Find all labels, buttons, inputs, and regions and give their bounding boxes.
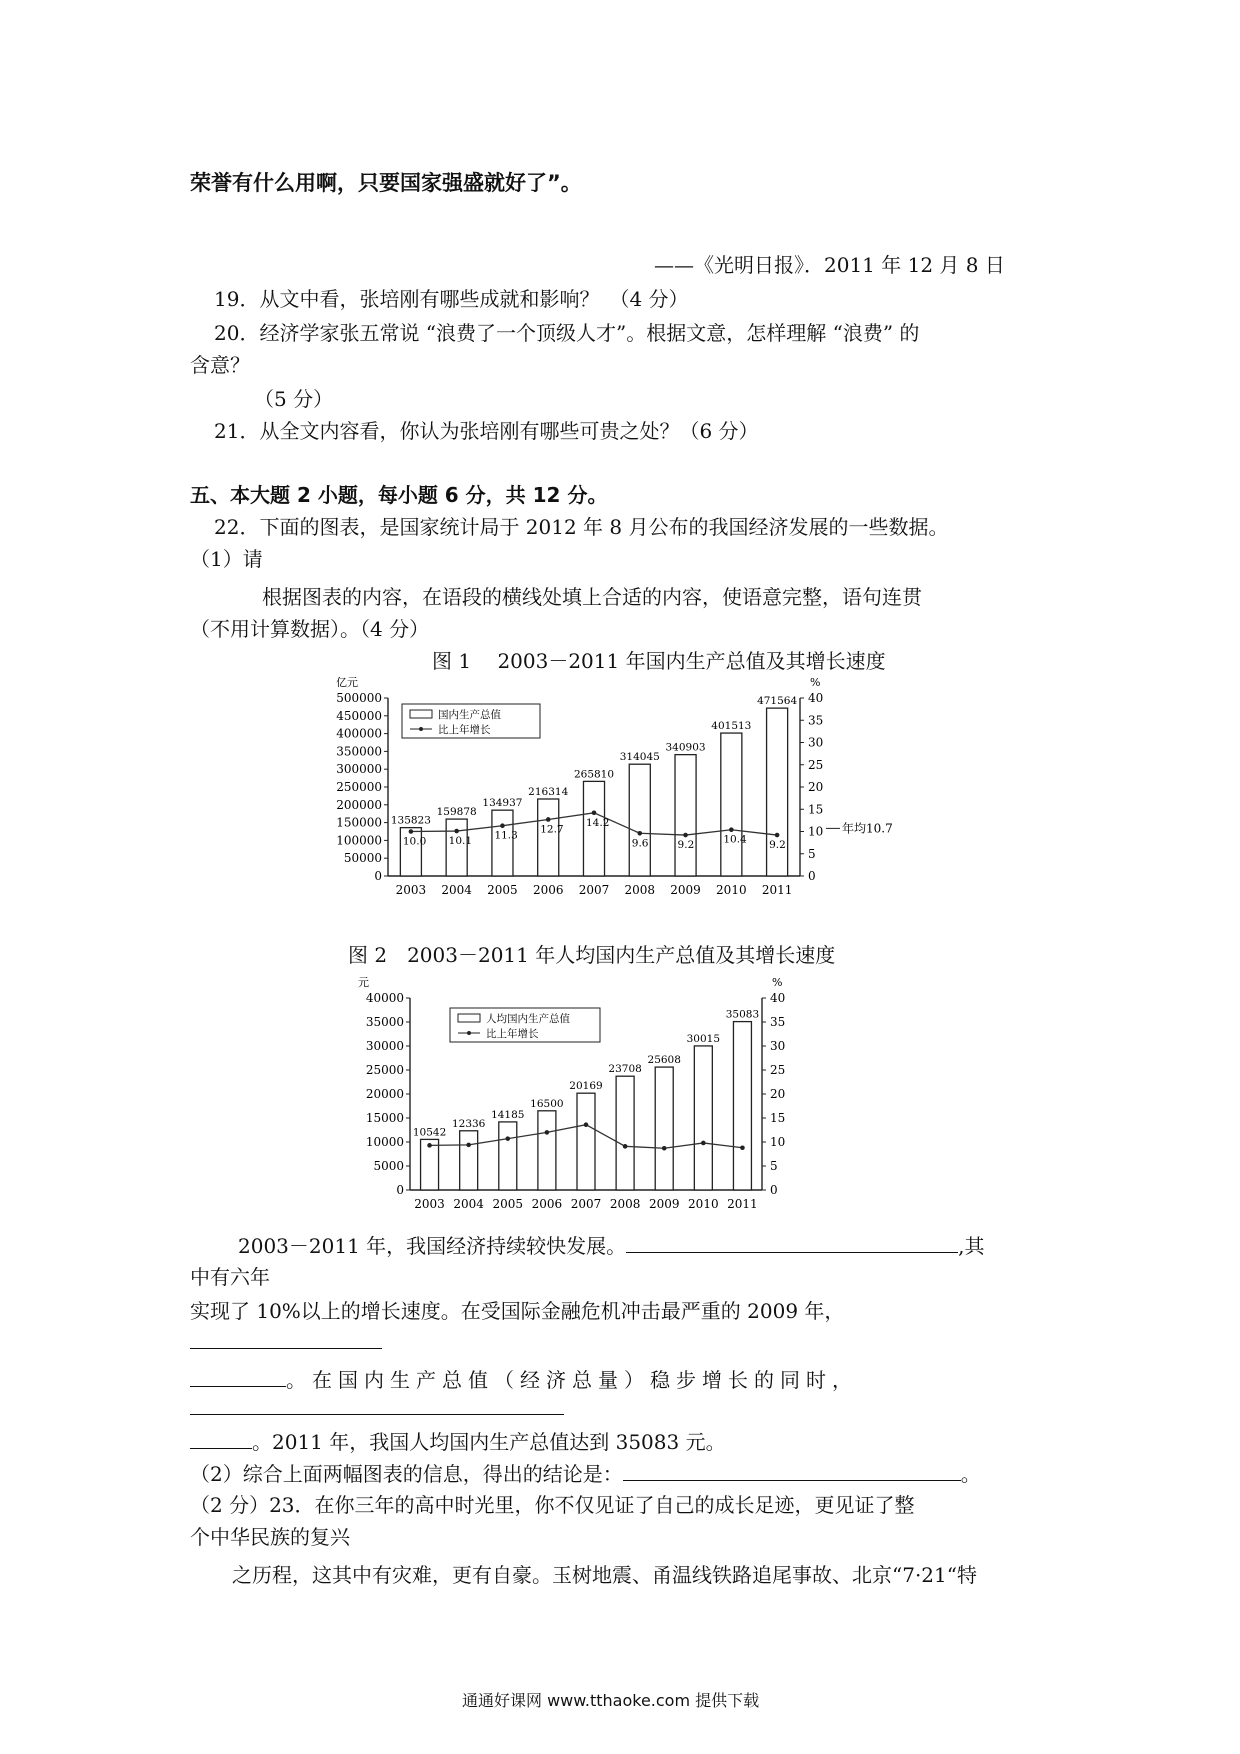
bar-2007	[577, 1093, 595, 1190]
growth-point-2007	[584, 1122, 589, 1127]
left-axis-unit: 元	[358, 976, 369, 989]
legend-bar-label: 国内生产总值	[438, 709, 501, 721]
right-tick-label: 10	[770, 1135, 786, 1149]
chart-gdp-per-capita	[358, 972, 878, 1218]
question-22-line-2: （1）请	[190, 547, 263, 571]
right-tick-label: 0	[808, 869, 816, 883]
bar-value-label: 401513	[711, 720, 752, 733]
right-tick-label: 5	[808, 846, 816, 861]
x-tick-label: 2008	[609, 1197, 641, 1211]
left-tick-label: 5000	[373, 1159, 404, 1173]
bar-2005	[492, 810, 513, 876]
right-tick-label: 20	[808, 780, 824, 794]
right-tick-label: 20	[770, 1087, 786, 1101]
bar-value-label: 314045	[619, 751, 660, 764]
left-tick-label: 400000	[336, 726, 382, 741]
x-tick-label: 2011	[761, 883, 793, 897]
fill-paragraph-1	[238, 1232, 985, 1259]
right-tick-label: 0	[770, 1183, 778, 1197]
question-23-line-3: 之历程，这其中有灾难，更有自豪。玉树地震、甬温线铁路追尾事故、北京“7·21“特	[232, 1563, 977, 1587]
question-22-part-2	[190, 1460, 981, 1487]
growth-value-label: 10.0	[402, 835, 427, 848]
fill-p1-start: 2003－2011 年，我国经济持续较快发展。	[238, 1234, 627, 1258]
left-tick-label: 20000	[365, 1087, 404, 1101]
growth-point-2004	[454, 829, 459, 834]
bar-value-label: 25608	[647, 1054, 681, 1067]
growth-point-2003	[409, 829, 414, 834]
legend-bar-swatch	[458, 1014, 480, 1022]
right-tick-label: 30	[770, 1039, 786, 1053]
x-tick-label: 2004	[441, 883, 472, 897]
bar-value-label: 159878	[436, 806, 477, 819]
growth-point-2009	[683, 833, 688, 838]
right-tick-label: 30	[808, 735, 824, 750]
x-tick-label: 2006	[532, 883, 564, 897]
bar-2010	[721, 733, 742, 876]
left-tick-label: 35000	[365, 1015, 404, 1029]
chart-gdp	[320, 676, 920, 902]
right-tick-label: 10	[808, 824, 824, 839]
right-tick-label: 40	[770, 991, 786, 1005]
growth-point-2005	[500, 823, 505, 828]
right-axis-unit: %	[810, 676, 821, 689]
legend-bar-label: 人均国内生产总值	[486, 1013, 570, 1025]
left-tick-label: 500000	[336, 691, 382, 705]
right-tick-label: 5	[770, 1159, 778, 1173]
x-tick-label: 2008	[624, 883, 656, 897]
blank-3a[interactable]	[190, 1414, 564, 1415]
growth-point-2006	[545, 1130, 550, 1135]
growth-point-2004	[466, 1143, 471, 1148]
right-tick-label: 25	[770, 1063, 786, 1077]
bar-value-label: 135823	[390, 814, 431, 827]
left-tick-label: 450000	[336, 708, 382, 723]
left-tick-label: 40000	[365, 991, 404, 1005]
q22-part2-start: （2）综合上面两幅图表的信息，得出的结论是：	[190, 1462, 623, 1486]
chart-2-title: 图 2 2003－2011 年人均国内生产总值及其增长速度	[348, 943, 836, 967]
left-tick-label: 50000	[343, 851, 382, 866]
question-23-line-2: 个中华民族的复兴	[190, 1525, 350, 1549]
growth-value-label: 11.3	[494, 829, 518, 842]
x-tick-label: 2005	[487, 883, 518, 897]
right-tick-label: 35	[770, 1015, 786, 1029]
x-tick-label: 2005	[492, 1197, 524, 1211]
growth-point-2009	[662, 1146, 667, 1151]
fill-p3-text: 。在国内生产总值（经济总量）稳步增长的同时，	[286, 1368, 858, 1392]
left-tick-label: 300000	[336, 762, 382, 777]
left-tick-label: 200000	[336, 797, 382, 812]
x-tick-label: 2011	[727, 1197, 758, 1211]
legend-bar-swatch	[410, 710, 432, 718]
growth-value-label: 12.7	[540, 823, 564, 836]
right-tick-label: 25	[808, 757, 824, 772]
question-22-line-3: 根据图表的内容，在语段的横线处填上合适的内容，使语意完整，语句连贯	[262, 585, 922, 609]
legend-line-marker	[467, 1031, 471, 1035]
bar-value-label: 10542	[412, 1126, 447, 1139]
left-tick-label: 30000	[365, 1039, 404, 1053]
growth-value-label: 9.2	[769, 839, 786, 852]
growth-point-2007	[592, 811, 597, 816]
question-19: 19．从文中看，张培刚有哪些成就和影响？ （4 分）	[214, 287, 689, 311]
growth-value-label: 9.2	[677, 839, 695, 852]
growth-value-label: 10.4	[723, 833, 747, 846]
page-footer: 通通好课网 www.tthaoke.com 提供下载	[462, 1691, 760, 1710]
fill-paragraph-4	[190, 1428, 726, 1455]
legend-line-label: 比上年增长	[486, 1028, 539, 1040]
average-annotation: 年均10.7	[842, 821, 893, 836]
x-tick-label: 2009	[648, 1197, 680, 1211]
bar-2010	[694, 1046, 712, 1190]
bar-value-label: 14185	[491, 1108, 525, 1121]
bar-value-label: 30015	[686, 1032, 721, 1045]
x-tick-label: 2006	[531, 1197, 563, 1211]
x-tick-label: 2004	[453, 1197, 484, 1211]
right-tick-label: 15	[808, 802, 824, 817]
chart-1-title: 图 1 2003－2011 年国内生产总值及其增长速度	[432, 649, 886, 673]
growth-point-2010	[729, 827, 734, 832]
question-20-score: （5 分）	[254, 387, 334, 411]
opening-line: 荣誉有什么用啊，只要国家强盛就好了”。	[190, 171, 582, 195]
left-axis-unit: 亿元	[336, 676, 358, 689]
x-tick-label: 2010	[716, 883, 747, 897]
source-citation: ——《光明日报》．2011 年 12 月 8 日	[654, 253, 1005, 277]
x-tick-label: 2007	[578, 883, 610, 897]
fill-paragraph-3	[190, 1366, 858, 1393]
bar-2004	[446, 819, 467, 876]
left-tick-label: 10000	[365, 1135, 404, 1149]
left-tick-label: 15000	[365, 1111, 404, 1125]
left-tick-label: 350000	[336, 744, 382, 759]
growth-point-2010	[701, 1141, 706, 1146]
question-21: 21．从全文内容看，你认为张培刚有哪些可贵之处？（6 分）	[214, 419, 759, 443]
bar-2004	[460, 1131, 478, 1190]
fill-p4-text: 。2011 年，我国人均国内生产总值达到 35083 元。	[252, 1430, 726, 1454]
question-22-line-1: 22．下面的图表，是国家统计局于 2012 年 8 月公布的我国经济发展的一些数据。	[214, 515, 949, 539]
question-20-line-1: 20．经济学家张五常说 “浪费了一个顶级人才”。根据文意，怎样理解 “浪费” 的	[214, 321, 920, 345]
bar-value-label: 23708	[608, 1063, 642, 1076]
blank-2a[interactable]	[190, 1348, 382, 1349]
legend-line-label: 比上年增长	[438, 724, 491, 736]
left-tick-label: 100000	[336, 833, 382, 848]
right-tick-label: 35	[808, 713, 824, 728]
growth-point-2011	[775, 833, 780, 838]
bar-value-label: 20169	[569, 1080, 603, 1093]
question-23-line-1: （2 分）23．在你三年的高中时光里，你不仅见证了自己的成长足迹，更见证了整	[190, 1493, 915, 1517]
legend-line-marker	[419, 727, 423, 731]
growth-value-label: 10.1	[448, 835, 473, 848]
blank-2b[interactable]	[190, 1366, 286, 1387]
blank-4[interactable]	[623, 1460, 961, 1481]
x-tick-label: 2009	[670, 883, 701, 897]
bar-2008	[616, 1076, 634, 1190]
growth-value-label: 9.6	[631, 837, 649, 850]
x-tick-label: 2003	[395, 883, 427, 897]
left-tick-label: 250000	[336, 780, 382, 794]
bar-value-label: 16500	[530, 1097, 564, 1110]
bar-2006	[538, 799, 559, 876]
question-20-line-2: 含意？	[190, 353, 250, 377]
x-tick-label: 2003	[414, 1197, 445, 1211]
fill-p1-end: ,其	[958, 1234, 985, 1258]
growth-point-2008	[637, 831, 642, 836]
x-tick-label: 2007	[570, 1197, 602, 1211]
growth-point-2003	[427, 1143, 432, 1148]
bar-2006	[538, 1111, 556, 1190]
left-tick-label: 0	[396, 1183, 404, 1197]
growth-point-2006	[546, 817, 551, 822]
bar-value-label: 12336	[451, 1117, 486, 1130]
growth-point-2005	[505, 1136, 510, 1141]
fill-p1-line2: 中有六年	[190, 1265, 270, 1289]
blank-1[interactable]	[626, 1232, 958, 1253]
question-22-line-4: （不用计算数据）。（4 分）	[190, 617, 430, 641]
left-tick-label: 0	[374, 869, 382, 883]
growth-point-2011	[740, 1145, 745, 1150]
section-5-heading: 五、本大题 2 小题，每小题 6 分，共 12 分。	[190, 483, 608, 507]
bar-2009	[675, 755, 696, 876]
growth-value-label: 14.2	[586, 816, 610, 829]
bar-2008	[629, 764, 650, 876]
right-tick-label: 15	[770, 1111, 786, 1125]
bar-2005	[499, 1122, 517, 1190]
bar-2009	[655, 1067, 673, 1190]
bar-value-label: 134937	[482, 797, 523, 810]
right-axis-unit: %	[772, 976, 783, 989]
q22-part2-end: 。	[960, 1462, 981, 1486]
right-tick-label: 40	[808, 691, 824, 705]
bar-value-label: 340903	[665, 741, 706, 754]
x-tick-label: 2010	[688, 1197, 719, 1211]
fill-paragraph-2: 实现了 10%以上的增长速度。在受国际金融危机冲击最严重的 2009 年，	[190, 1299, 845, 1323]
left-tick-label: 25000	[365, 1063, 404, 1077]
bar-value-label: 216314	[528, 785, 569, 798]
bar-value-label: 471564	[757, 695, 798, 708]
growth-point-2008	[623, 1144, 628, 1149]
left-tick-label: 150000	[336, 815, 382, 830]
blank-3b[interactable]	[190, 1428, 252, 1449]
bar-value-label: 35083	[725, 1008, 760, 1021]
bar-2011	[733, 1022, 751, 1190]
bar-value-label: 265810	[573, 768, 615, 781]
